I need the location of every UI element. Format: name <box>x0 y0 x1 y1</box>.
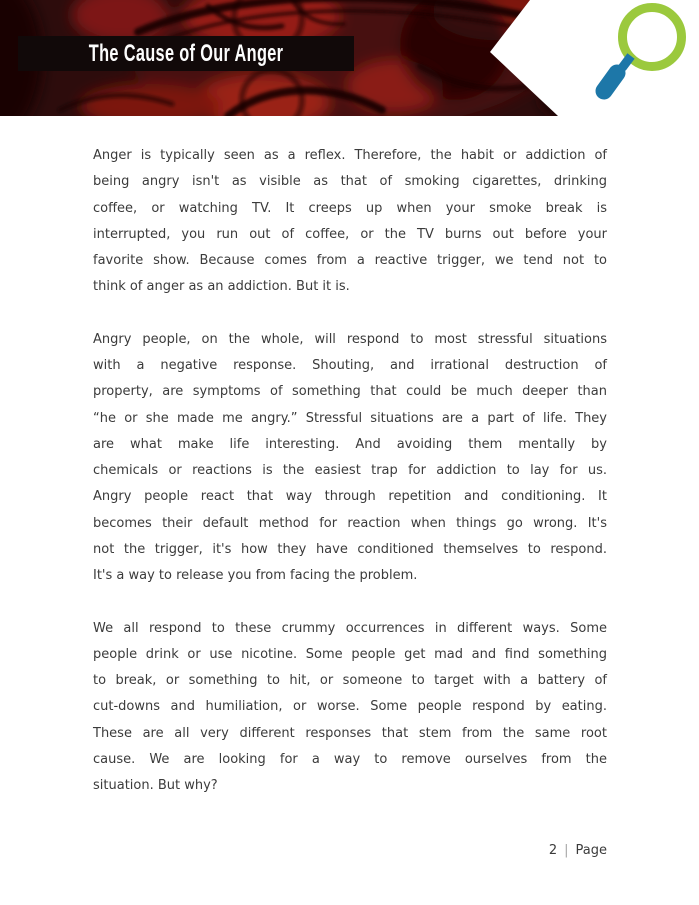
page-footer <box>549 842 607 860</box>
text-line: We all respond to these crummy occurrences in different ways. Some <box>93 620 607 636</box>
text-line: people drink or use nicotine. Some people get mad and find something <box>93 646 607 662</box>
text-line: being angry isn't as visible as that of smoking cigarettes, drinking <box>93 174 607 190</box>
text-line: coffee, or watching TV. It creeps up when your smoke break is <box>93 200 607 216</box>
text-line: becomes their default method for reaction when things go wrong. It's <box>93 515 607 531</box>
text-line: “he or she made me angry.” Stressful situations are a part of life. They <box>93 410 607 426</box>
text-line: think of anger as an addiction. But it is. <box>93 279 350 295</box>
magnifier-handle <box>604 73 617 91</box>
text-line: Angry people react that way through repetition and conditioning. It <box>93 489 607 505</box>
text-line: cut-downs and humiliation, or worse. Some people respond by eating. <box>93 699 607 715</box>
text-line: situation. But why? <box>93 778 218 793</box>
text-line: chemicals or reactions is the easiest trap for addiction to lay for us. <box>93 463 607 478</box>
text-line: cause. We are looking for a way to remove ourselves from the <box>93 751 607 767</box>
text-line: interrupted, you run out of coffee, or the TV burns out before your <box>93 226 607 242</box>
text-line: property, are symptoms of something that could be much deeper than <box>93 384 607 400</box>
text-line: favorite show. Because comes from a reactive trigger, we tend not to <box>93 253 607 268</box>
text-line: Angry people, on the whole, will respond to most stressful situations <box>93 331 607 347</box>
page-header-banner <box>0 0 699 116</box>
paragraph <box>93 327 607 590</box>
paragraph <box>93 616 607 800</box>
footer-separator: | <box>564 843 569 858</box>
title-banner <box>18 36 354 71</box>
text-line: Anger is typically seen as a reflex. Therefore, the habit or addiction of <box>93 148 607 163</box>
text-line: not the trigger, it's how they have conditioned themselves to respond. <box>93 541 607 557</box>
text-line: with a negative response. Shouting, and irrational destruction of <box>93 358 607 373</box>
article <box>93 143 607 799</box>
page-title: The Cause of Our Anger <box>88 39 284 67</box>
text-line: These are all very different responses that stem from the same root <box>93 725 607 741</box>
text-line: are what make life interesting. And avoiding them mentally by <box>93 436 607 452</box>
footer-page-label: Page <box>575 843 607 858</box>
text-line: to break, or something to hit, or someone to target with a battery of <box>93 673 607 688</box>
footer-page-number: 2 <box>548 843 558 858</box>
paragraph <box>93 143 607 301</box>
text-line: It's a way to release you from facing the problem. <box>93 568 418 583</box>
